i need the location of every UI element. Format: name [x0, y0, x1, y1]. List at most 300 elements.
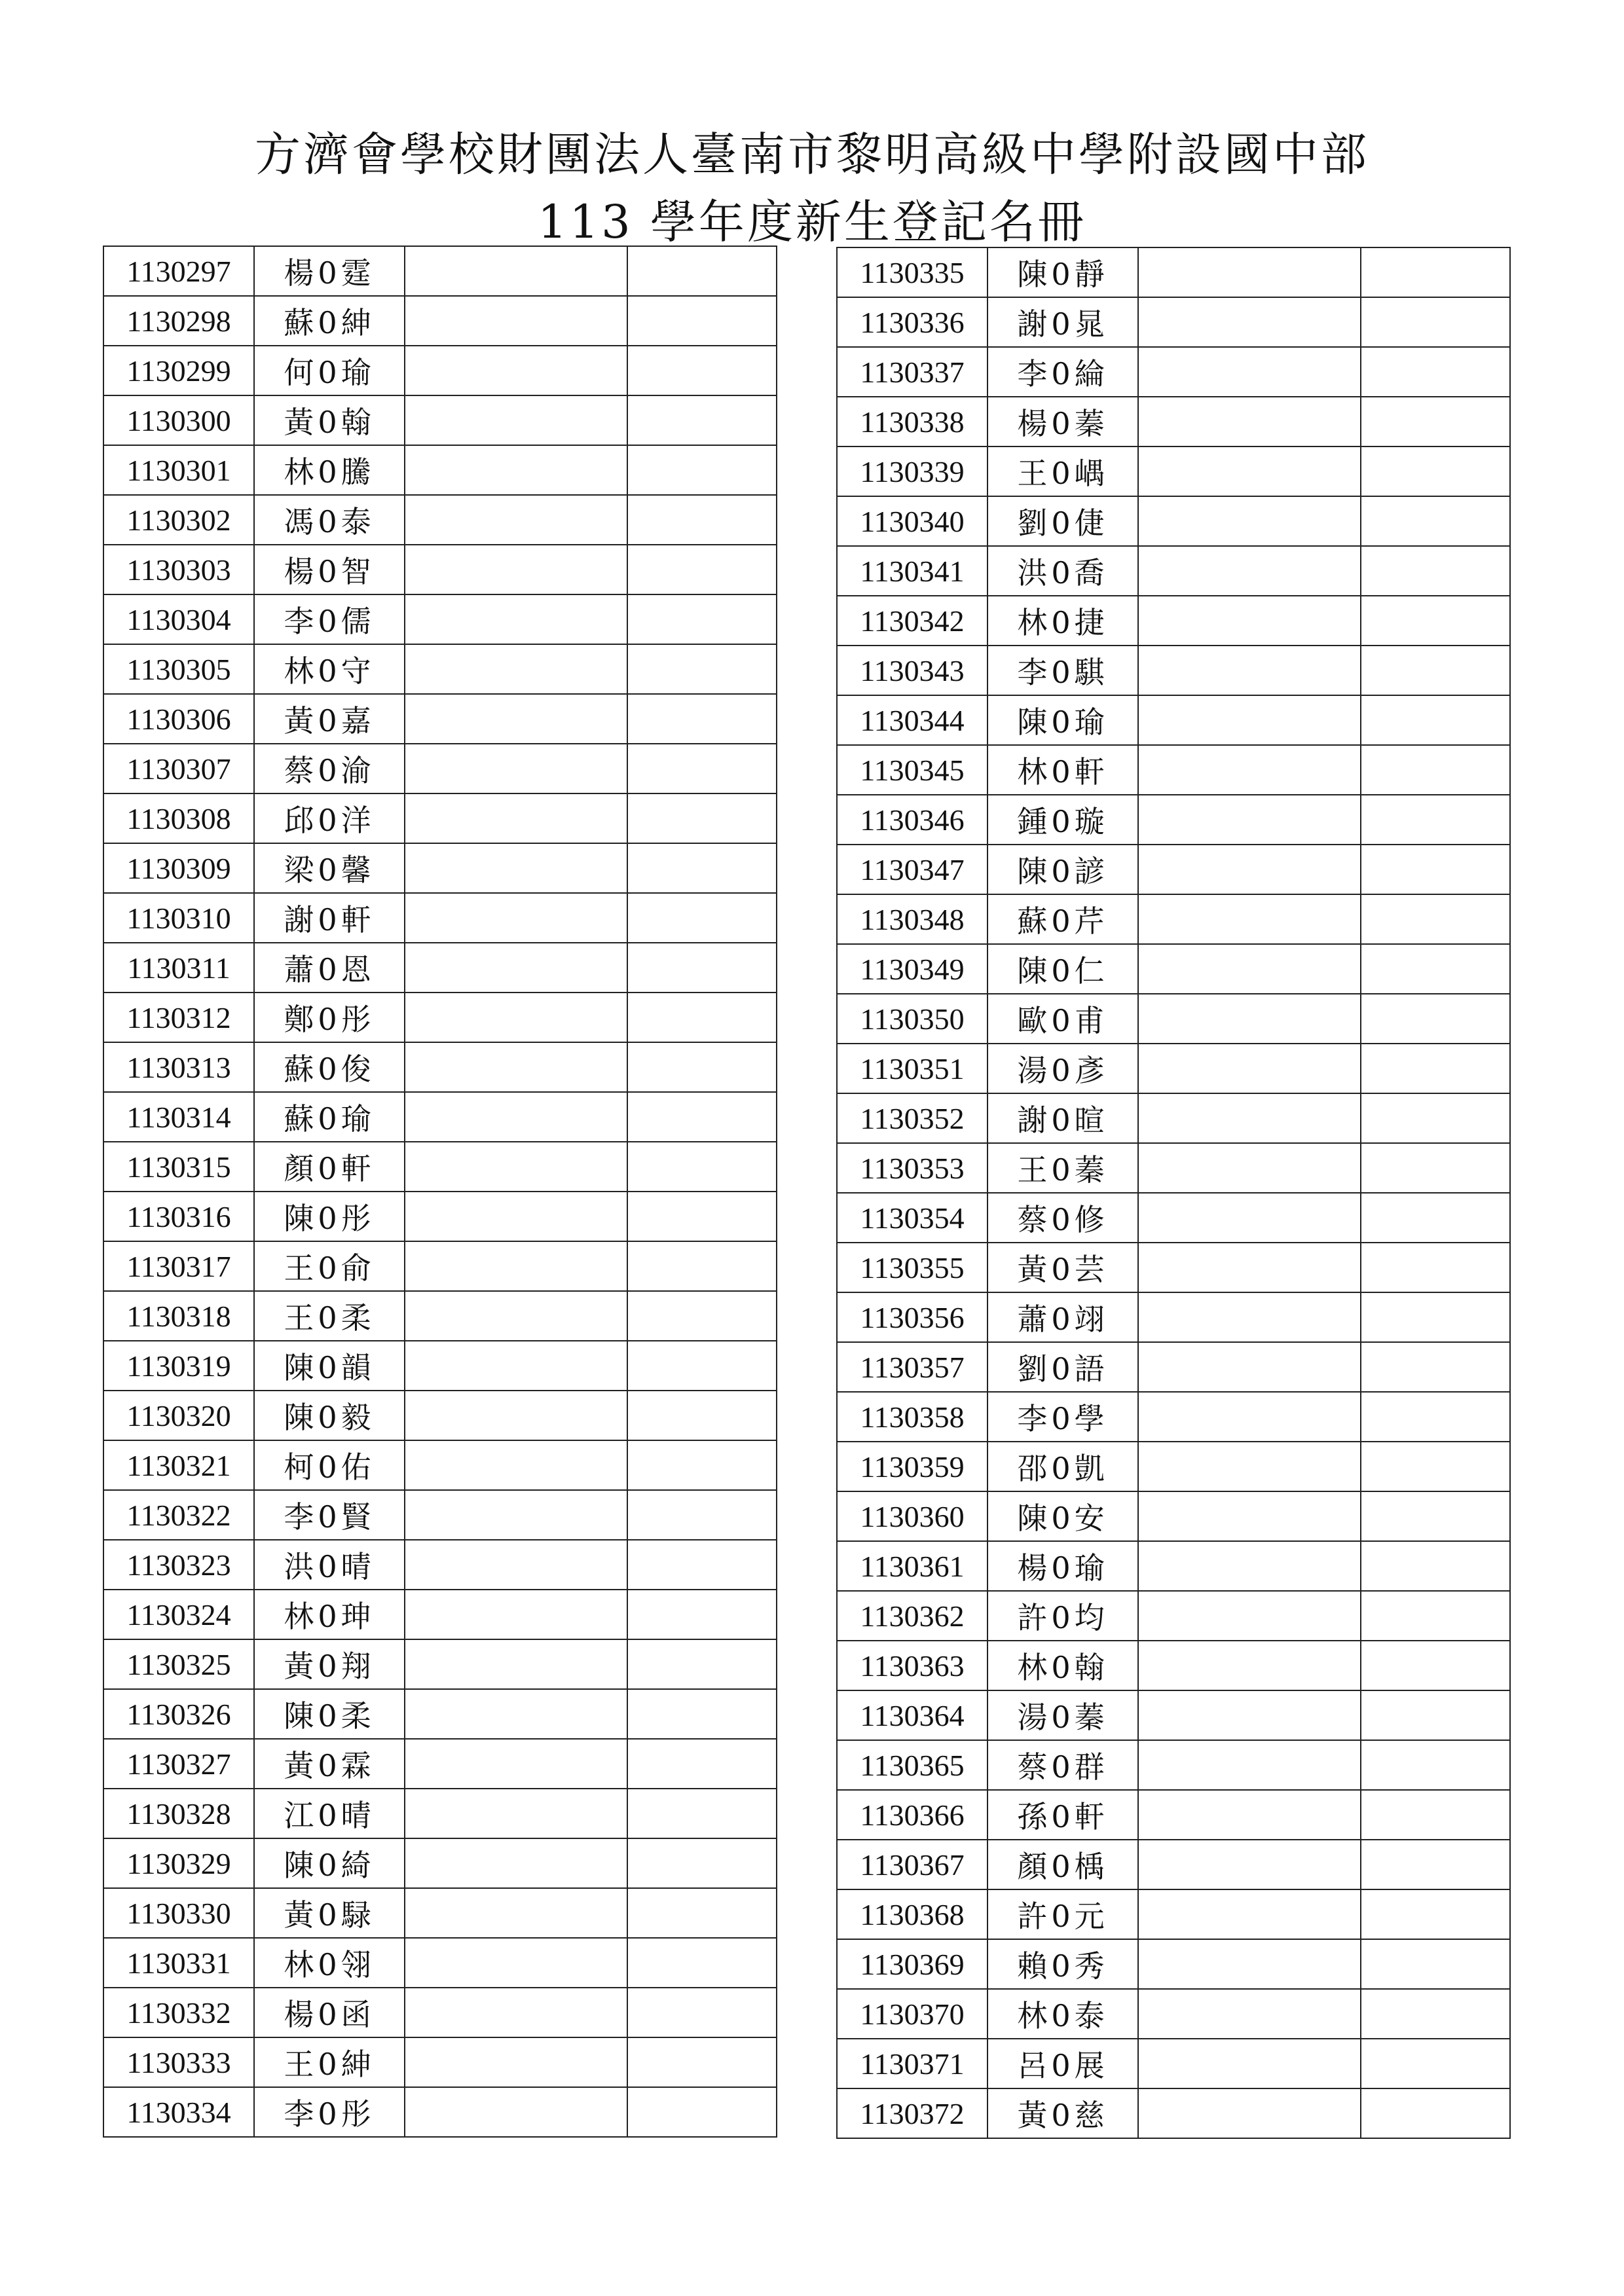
- blank-cell: [1138, 745, 1361, 795]
- student-id-cell: 1130335: [837, 247, 987, 297]
- student-id-cell: 1130347: [837, 845, 987, 894]
- blank-cell: [627, 1540, 777, 1590]
- blank-cell: [627, 1590, 777, 1639]
- blank-cell: [1361, 1491, 1510, 1541]
- document-title: 方濟會學校財團法人臺南市黎明高級中學附設國中部: [255, 128, 1369, 181]
- student-id-cell: 1130305: [103, 644, 254, 694]
- student-id-cell: 1130303: [103, 545, 254, 594]
- blank-cell: [405, 1341, 627, 1391]
- blank-cell: [1138, 994, 1361, 1044]
- blank-cell: [1138, 297, 1361, 347]
- blank-cell: [1361, 1292, 1510, 1342]
- blank-cell: [1361, 1143, 1510, 1193]
- student-name-cell: 謝0晁: [987, 297, 1138, 347]
- blank-cell: [1138, 1541, 1361, 1591]
- roster-table-right: [836, 247, 1511, 2139]
- blank-cell: [1361, 1442, 1510, 1491]
- student-name-cell: 陳0瑜: [987, 695, 1138, 745]
- student-name-cell: 梁0馨: [254, 843, 405, 893]
- student-id-cell: 1130320: [103, 1391, 254, 1440]
- student-name-cell: 王0嵎: [987, 446, 1138, 496]
- student-id-cell: 1130354: [837, 1193, 987, 1243]
- student-name-cell: 黃0嘉: [254, 694, 405, 744]
- blank-cell: [1138, 1143, 1361, 1193]
- blank-cell: [405, 843, 627, 893]
- student-name-cell: 楊0智: [254, 545, 405, 594]
- student-name-cell: 蕭0翊: [987, 1292, 1138, 1342]
- student-name-cell: 陳0毅: [254, 1391, 405, 1440]
- student-id-cell: 1130349: [837, 944, 987, 994]
- blank-cell: [1361, 1840, 1510, 1889]
- blank-cell: [405, 296, 627, 346]
- student-name-cell: 王0柔: [254, 1291, 405, 1341]
- blank-cell: [1138, 347, 1361, 397]
- blank-cell: [627, 1291, 777, 1341]
- student-id-cell: 1130304: [103, 594, 254, 644]
- table-row: [103, 993, 777, 1042]
- table-row: [837, 397, 1510, 446]
- blank-cell: [1361, 745, 1510, 795]
- student-id-cell: 1130348: [837, 894, 987, 944]
- student-id-cell: 1130306: [103, 694, 254, 744]
- student-id-cell: 1130371: [837, 2039, 987, 2088]
- blank-cell: [627, 2037, 777, 2087]
- blank-cell: [405, 793, 627, 843]
- blank-cell: [627, 1341, 777, 1391]
- student-id-cell: 1130346: [837, 795, 987, 845]
- blank-cell: [1138, 397, 1361, 446]
- blank-cell: [1361, 496, 1510, 546]
- table-row: [837, 1740, 1510, 1790]
- blank-cell: [627, 744, 777, 793]
- student-name-cell: 謝0暄: [987, 1093, 1138, 1143]
- table-row: [103, 346, 777, 395]
- blank-cell: [627, 1988, 777, 2037]
- student-name-cell: 鄭0彤: [254, 993, 405, 1042]
- student-id-cell: 1130333: [103, 2037, 254, 2087]
- student-id-cell: 1130327: [103, 1739, 254, 1789]
- student-name-cell: 蔡0渝: [254, 744, 405, 793]
- blank-cell: [1138, 845, 1361, 894]
- student-id-cell: 1130362: [837, 1591, 987, 1641]
- table-row: [837, 994, 1510, 1044]
- table-row: [103, 694, 777, 744]
- blank-cell: [1361, 894, 1510, 944]
- student-name-cell: 顏0楀: [987, 1840, 1138, 1889]
- blank-cell: [627, 1490, 777, 1540]
- student-name-cell: 王0紳: [254, 2037, 405, 2087]
- table-row: [103, 1689, 777, 1739]
- student-id-cell: 1130314: [103, 1092, 254, 1142]
- student-id-cell: 1130351: [837, 1044, 987, 1093]
- student-name-cell: 洪0喬: [987, 546, 1138, 596]
- student-id-cell: 1130339: [837, 446, 987, 496]
- student-name-cell: 蔡0群: [987, 1740, 1138, 1790]
- student-id-cell: 1130361: [837, 1541, 987, 1591]
- blank-cell: [405, 744, 627, 793]
- student-id-cell: 1130363: [837, 1641, 987, 1690]
- table-row: [103, 1789, 777, 1838]
- student-name-cell: 顏0軒: [254, 1142, 405, 1192]
- blank-cell: [627, 2087, 777, 2137]
- table-row: [837, 1840, 1510, 1889]
- student-id-cell: 1130319: [103, 1341, 254, 1391]
- blank-cell: [1361, 1939, 1510, 1989]
- student-id-cell: 1130311: [103, 943, 254, 993]
- student-id-cell: 1130343: [837, 646, 987, 695]
- student-id-cell: 1130309: [103, 843, 254, 893]
- table-row: [837, 1989, 1510, 2039]
- student-name-cell: 蘇0紳: [254, 296, 405, 346]
- blank-cell: [627, 993, 777, 1042]
- blank-cell: [405, 1490, 627, 1540]
- blank-cell: [627, 694, 777, 744]
- table-row: [837, 596, 1510, 646]
- blank-cell: [1361, 695, 1510, 745]
- table-row: [837, 1690, 1510, 1740]
- blank-cell: [1361, 546, 1510, 596]
- blank-cell: [627, 1639, 777, 1689]
- student-id-cell: 1130369: [837, 1939, 987, 1989]
- table-row: [103, 1391, 777, 1440]
- student-name-cell: 鍾0璇: [987, 795, 1138, 845]
- blank-cell: [405, 1241, 627, 1291]
- student-name-cell: 劉0語: [987, 1342, 1138, 1392]
- student-name-cell: 何0瑜: [254, 346, 405, 395]
- student-name-cell: 呂0展: [987, 2039, 1138, 2088]
- student-id-cell: 1130338: [837, 397, 987, 446]
- student-name-cell: 蔡0修: [987, 1193, 1138, 1243]
- student-id-cell: 1130359: [837, 1442, 987, 1491]
- table-row: [837, 1342, 1510, 1392]
- blank-cell: [627, 893, 777, 943]
- student-id-cell: 1130312: [103, 993, 254, 1042]
- student-name-cell: 黃0騄: [254, 1888, 405, 1938]
- blank-cell: [1361, 1641, 1510, 1690]
- blank-cell: [1361, 1690, 1510, 1740]
- table-row: [837, 1442, 1510, 1491]
- student-id-cell: 1130345: [837, 745, 987, 795]
- table-row: [103, 2087, 777, 2137]
- blank-cell: [1138, 1740, 1361, 1790]
- student-id-cell: 1130350: [837, 994, 987, 1044]
- student-id-cell: 1130364: [837, 1690, 987, 1740]
- table-row: [103, 893, 777, 943]
- blank-cell: [1361, 1591, 1510, 1641]
- table-row: [837, 2039, 1510, 2088]
- blank-cell: [627, 1789, 777, 1838]
- roster-table-left: [103, 246, 777, 2138]
- blank-cell: [405, 993, 627, 1042]
- blank-cell: [627, 1888, 777, 1938]
- table-row: [103, 1142, 777, 1192]
- blank-cell: [405, 445, 627, 495]
- blank-cell: [405, 893, 627, 943]
- student-name-cell: 蕭0恩: [254, 943, 405, 993]
- blank-cell: [405, 694, 627, 744]
- student-id-cell: 1130315: [103, 1142, 254, 1192]
- student-name-cell: 柯0佑: [254, 1440, 405, 1490]
- blank-cell: [1138, 1392, 1361, 1442]
- blank-cell: [1138, 1243, 1361, 1292]
- student-id-cell: 1130328: [103, 1789, 254, 1838]
- blank-cell: [627, 1192, 777, 1241]
- blank-cell: [1138, 1491, 1361, 1541]
- table-row: [837, 347, 1510, 397]
- table-row: [837, 1491, 1510, 1541]
- table-row: [837, 1093, 1510, 1143]
- table-row: [837, 646, 1510, 695]
- blank-cell: [405, 246, 627, 296]
- student-name-cell: 劉0倢: [987, 496, 1138, 546]
- blank-cell: [405, 346, 627, 395]
- blank-cell: [1361, 795, 1510, 845]
- blank-cell: [405, 1689, 627, 1739]
- table-row: [103, 1838, 777, 1888]
- table-row: [837, 1889, 1510, 1939]
- blank-cell: [1138, 1889, 1361, 1939]
- blank-cell: [627, 1391, 777, 1440]
- blank-cell: [1138, 1342, 1361, 1392]
- student-id-cell: 1130344: [837, 695, 987, 745]
- student-name-cell: 黃0霖: [254, 1739, 405, 1789]
- student-id-cell: 1130324: [103, 1590, 254, 1639]
- student-name-cell: 林0騰: [254, 445, 405, 495]
- blank-cell: [627, 1938, 777, 1988]
- blank-cell: [627, 246, 777, 296]
- student-name-cell: 陳0綺: [254, 1838, 405, 1888]
- student-name-cell: 林0軒: [987, 745, 1138, 795]
- table-row: [837, 1641, 1510, 1690]
- table-row: [103, 246, 777, 296]
- student-name-cell: 黃0慈: [987, 2088, 1138, 2138]
- blank-cell: [405, 1590, 627, 1639]
- table-row: [837, 944, 1510, 994]
- student-name-cell: 馮0泰: [254, 495, 405, 545]
- blank-cell: [1361, 596, 1510, 646]
- document-subtitle: 113 學年度新生登記名冊: [538, 195, 1086, 249]
- blank-cell: [1361, 1243, 1510, 1292]
- blank-cell: [1138, 1840, 1361, 1889]
- blank-cell: [405, 1391, 627, 1440]
- table-row: [837, 1193, 1510, 1243]
- table-row: [103, 545, 777, 594]
- student-id-cell: 1130360: [837, 1491, 987, 1541]
- blank-cell: [1138, 1044, 1361, 1093]
- student-id-cell: 1130372: [837, 2088, 987, 2138]
- table-row: [103, 1440, 777, 1490]
- student-id-cell: 1130300: [103, 395, 254, 445]
- table-row: [103, 1241, 777, 1291]
- table-row: [837, 1939, 1510, 1989]
- blank-cell: [405, 1142, 627, 1192]
- table-row: [837, 247, 1510, 297]
- student-name-cell: 李0儒: [254, 594, 405, 644]
- student-name-cell: 林0翰: [987, 1641, 1138, 1690]
- student-id-cell: 1130336: [837, 297, 987, 347]
- blank-cell: [405, 1838, 627, 1888]
- blank-cell: [1138, 695, 1361, 745]
- student-id-cell: 1130366: [837, 1790, 987, 1840]
- blank-cell: [1361, 1541, 1510, 1591]
- table-row: [837, 1044, 1510, 1093]
- table-row: [103, 1888, 777, 1938]
- student-name-cell: 林0捷: [987, 596, 1138, 646]
- student-name-cell: 陳0柔: [254, 1689, 405, 1739]
- blank-cell: [1361, 1093, 1510, 1143]
- student-name-cell: 林0泰: [987, 1989, 1138, 2039]
- student-name-cell: 湯0彥: [987, 1044, 1138, 1093]
- student-id-cell: 1130365: [837, 1740, 987, 1790]
- blank-cell: [1138, 944, 1361, 994]
- blank-cell: [1138, 1989, 1361, 2039]
- table-row: [837, 1292, 1510, 1342]
- student-name-cell: 孫0軒: [987, 1790, 1138, 1840]
- blank-cell: [405, 545, 627, 594]
- blank-cell: [405, 2087, 627, 2137]
- table-row: [103, 644, 777, 694]
- blank-cell: [405, 1988, 627, 2037]
- table-row: [103, 1042, 777, 1092]
- blank-cell: [627, 943, 777, 993]
- blank-cell: [1361, 1392, 1510, 1442]
- student-id-cell: 1130307: [103, 744, 254, 793]
- student-id-cell: 1130353: [837, 1143, 987, 1193]
- blank-cell: [1361, 1740, 1510, 1790]
- student-id-cell: 1130330: [103, 1888, 254, 1938]
- table-row: [103, 1341, 777, 1391]
- blank-cell: [1138, 1591, 1361, 1641]
- student-id-cell: 1130342: [837, 596, 987, 646]
- blank-cell: [1361, 944, 1510, 994]
- blank-cell: [627, 1092, 777, 1142]
- student-name-cell: 陳0諺: [987, 845, 1138, 894]
- blank-cell: [1361, 2088, 1510, 2138]
- table-row: [837, 695, 1510, 745]
- student-name-cell: 許0均: [987, 1591, 1138, 1641]
- table-row: [103, 744, 777, 793]
- student-name-cell: 陳0彤: [254, 1192, 405, 1241]
- student-id-cell: 1130368: [837, 1889, 987, 1939]
- student-name-cell: 黃0芸: [987, 1243, 1138, 1292]
- blank-cell: [627, 1042, 777, 1092]
- table-row: [103, 1291, 777, 1341]
- table-row: [837, 795, 1510, 845]
- blank-cell: [1138, 2039, 1361, 2088]
- table-row: [103, 1639, 777, 1689]
- blank-cell: [627, 793, 777, 843]
- student-id-cell: 1130298: [103, 296, 254, 346]
- blank-cell: [405, 1639, 627, 1689]
- blank-cell: [405, 1739, 627, 1789]
- blank-cell: [1361, 994, 1510, 1044]
- table-row: [103, 594, 777, 644]
- blank-cell: [1361, 347, 1510, 397]
- student-name-cell: 王0俞: [254, 1241, 405, 1291]
- blank-cell: [1138, 247, 1361, 297]
- student-name-cell: 楊0霆: [254, 246, 405, 296]
- student-id-cell: 1130301: [103, 445, 254, 495]
- student-name-cell: 江0晴: [254, 1789, 405, 1838]
- blank-cell: [1361, 247, 1510, 297]
- table-row: [103, 445, 777, 495]
- blank-cell: [1138, 1790, 1361, 1840]
- table-row: [103, 1739, 777, 1789]
- blank-cell: [627, 644, 777, 694]
- blank-cell: [627, 1689, 777, 1739]
- blank-cell: [405, 1440, 627, 1490]
- student-name-cell: 李0學: [987, 1392, 1138, 1442]
- blank-cell: [627, 1241, 777, 1291]
- blank-cell: [1138, 894, 1361, 944]
- blank-cell: [1138, 596, 1361, 646]
- student-id-cell: 1130329: [103, 1838, 254, 1888]
- blank-cell: [405, 1291, 627, 1341]
- blank-cell: [405, 644, 627, 694]
- blank-cell: [1138, 1939, 1361, 1989]
- student-id-cell: 1130357: [837, 1342, 987, 1392]
- blank-cell: [405, 495, 627, 545]
- student-name-cell: 陳0韻: [254, 1341, 405, 1391]
- blank-cell: [1138, 546, 1361, 596]
- blank-cell: [1138, 1193, 1361, 1243]
- student-name-cell: 楊0蓁: [987, 397, 1138, 446]
- table-row: [103, 1490, 777, 1540]
- student-name-cell: 林0翎: [254, 1938, 405, 1988]
- table-row: [837, 297, 1510, 347]
- blank-cell: [627, 346, 777, 395]
- student-id-cell: 1130322: [103, 1490, 254, 1540]
- blank-cell: [1138, 1641, 1361, 1690]
- blank-cell: [405, 1888, 627, 1938]
- blank-cell: [1138, 1292, 1361, 1342]
- student-name-cell: 陳0仁: [987, 944, 1138, 994]
- student-id-cell: 1130313: [103, 1042, 254, 1092]
- student-name-cell: 李0騏: [987, 646, 1138, 695]
- blank-cell: [1361, 1790, 1510, 1840]
- blank-cell: [1138, 2088, 1361, 2138]
- table-row: [837, 1143, 1510, 1193]
- blank-cell: [627, 594, 777, 644]
- blank-cell: [627, 1440, 777, 1490]
- student-id-cell: 1130318: [103, 1291, 254, 1341]
- student-id-cell: 1130299: [103, 346, 254, 395]
- blank-cell: [405, 395, 627, 445]
- student-name-cell: 蘇0芹: [987, 894, 1138, 944]
- table-row: [103, 1938, 777, 1988]
- blank-cell: [1361, 1044, 1510, 1093]
- student-id-cell: 1130325: [103, 1639, 254, 1689]
- table-row: [837, 2088, 1510, 2138]
- blank-cell: [627, 1838, 777, 1888]
- student-id-cell: 1130334: [103, 2087, 254, 2137]
- student-id-cell: 1130310: [103, 893, 254, 943]
- student-name-cell: 黃0翰: [254, 395, 405, 445]
- student-name-cell: 許0元: [987, 1889, 1138, 1939]
- table-row: [103, 395, 777, 445]
- table-row: [103, 1590, 777, 1639]
- student-name-cell: 邵0凱: [987, 1442, 1138, 1491]
- student-id-cell: 1130332: [103, 1988, 254, 2037]
- blank-cell: [627, 1739, 777, 1789]
- blank-cell: [627, 843, 777, 893]
- student-id-cell: 1130297: [103, 246, 254, 296]
- student-name-cell: 楊0瑜: [987, 1541, 1138, 1591]
- table-row: [837, 1541, 1510, 1591]
- table-row: [103, 1092, 777, 1142]
- student-name-cell: 林0珅: [254, 1590, 405, 1639]
- table-row: [103, 943, 777, 993]
